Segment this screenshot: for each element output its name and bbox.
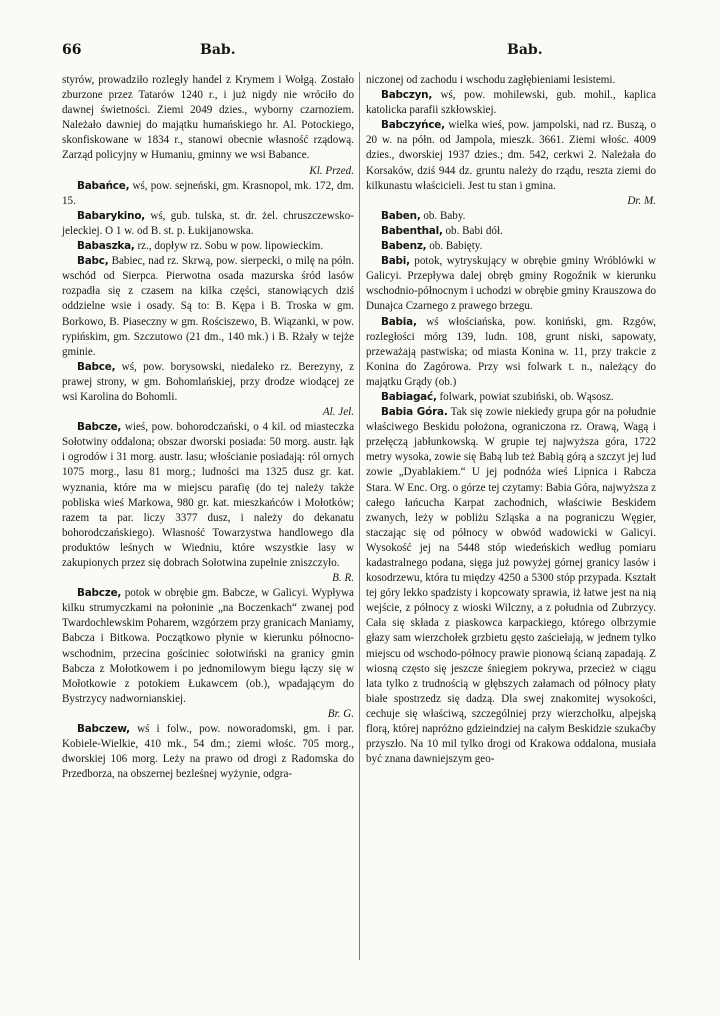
author-signature [62,164,354,179]
entry-text: wś, pow. borysowski, niedaleko rz. Berezyny, z prawej strony, w gm. Bohomlańskiej, przy drodze wiodącej ze wsi Karolina do Bohomli. [62,360,354,403]
dictionary-entry [366,390,656,405]
dictionary-entry [366,224,656,239]
entry-headword: Babcze, [77,587,122,600]
author-signature [366,194,656,209]
entry-headword: Babiagać, [381,390,437,403]
entry-headword: Babarykino, [77,209,146,222]
author-signature-text: Dr. M. [627,194,656,207]
left-column [62,73,354,782]
dictionary-entry [366,209,656,224]
dictionary-entry [366,254,656,314]
dictionary-entry [62,254,354,360]
entry-text: niczonej od zachodu i wschodu zagłębieniami lesistemi. [366,74,616,86]
right-column [366,73,656,767]
entry-headword: Babi, [381,255,410,268]
entry-headword: Babczyn, [381,89,433,102]
entry-headword: Babańce, [77,179,130,192]
dictionary-entry [366,118,656,193]
dictionary-entry [366,239,656,254]
author-signature [62,571,354,586]
entry-text: potok, wytryskujący w obrębie gminy Wróblówki w Galicyi. Przepływa dalej obręb gminy Rogoźnik w kierunku wschodnio-północnym i uchodzi w obrębie gminy Krauszowa do Dunajca Czarnego z prawego brzegu. [366,255,656,313]
entry-headword: Babaszka, [77,240,135,253]
dictionary-entry [62,722,354,782]
entry-headword: Babia Góra. [381,406,448,419]
author-signature-text: Kl. Przed. [309,164,354,177]
dictionary-entry [366,405,656,767]
entry-text: ob. Babi dół. [442,224,503,237]
entry-text: wś i folw., pow. noworadomski, gm. i par. Kobiele-Wielkie, 410 mk., 54 dm.; ziemi włośc. 705 morg., dworskiej 106 morg. Leży na prawo od drogi z Radomska do Przedborza, na obszernej bezleśnej wyżynie, odgra- [62,723,354,781]
dictionary-entry [62,586,354,707]
dictionary-entry [366,88,656,118]
entry-headword: Babcze, [77,421,122,434]
entry-headword: Babczyńce, [381,119,445,132]
dictionary-entry [366,315,656,390]
entry-headword: Babenz, [381,240,427,253]
entry-text: styrów, prowadziło rozległy handel z Krymem i Wołgą. Zostało zburzone przez Tatarów 1240 r., i już nigdy nie wróciło do dawnej świetności. Ziemi 2049 dzies., wyborny czarnoziem. Należało dawniej do majątku humańskiego hr. Al. Potockiego, skonfiskowane w 1834 r., stanowi obecnie własność rządową. Zarząd policyjny w Humaniu, gminny we wsi Babance. [62,74,354,162]
entry-text: wś, pow. mohilewski, gub. mohil., kaplica katolicka parafii szkłowskiej. [366,89,656,117]
entry-text: Babiec, nad rz. Skrwą, pow. sierpecki, o milę na półn. wschód od Sierpca. Pierwotna osada mazurska śród lasów rozpadła się z czasem na kilka części, stanowiących dziś oddzielne wsie i osady. Są to: B. Kępa i B. Troska w gm. Borkowo, B. Piaseczny w gm. Rościszewo, B. Wiązanki, w pow. rypińskim, gm. Szczutowo (21 dm., 140 mk.) i B. Rżały w tejże gminie. [62,255,354,358]
author-signature [62,405,354,420]
author-signature-text: B. R. [332,572,354,585]
dictionary-entry [62,179,354,209]
page-number: 66 [62,42,82,58]
entry-text: ob. Babięty. [426,240,483,253]
dictionary-entry [62,420,354,571]
author-signature [62,707,354,722]
entry-headword: Babc, [77,255,109,268]
author-signature-text: Al. Jel. [322,406,354,419]
entry-headword: Babce, [77,360,116,373]
author-signature-text: Br. G. [327,707,354,720]
entry-headword: Babczew, [77,723,130,736]
entry-headword: Babenthal, [381,224,443,237]
entry-text: wś, pow. sejneński, gm. Krasnopol, mk. 172, dm. 15. [62,179,354,207]
entry-text: potok w obrębie gm. Babcze, w Galicyi. Wypływa kilku strumyczkami na połoninie „na Boczenkach“ zwanej pod Twardochlewskim Poharem, wzgórzem przy granicach Maniamy, Babcza i Bitkowa. Początkowo płynie w kierunku północno-wschodnim, przecina gościniec sołotwiński na granicy gmin Babcza z Mołotkowem i po jednomilowym biegu łączy się w Mołotkowie z potokiem Łukawcem (ob.), wpadającym do Bystrzycy nadwornianskiej. [62,587,354,705]
entry-text: folwark, powiat szubiński, ob. Wąsosz. [436,390,614,403]
dictionary-entry [62,360,354,405]
entry-text: Tak się zowie niekiedy grupa gór na południe właściwego Beskidu położona, ograniczona rz. Orawą, Wagą i przełęczą jabłunkowską. W grupie tej najwyższa góra, 1722 metry wysoka, zowie się Babą lub też Babią górą a szczyt jej lud zowie „Dyablakiem.“ U jej podnóża wieś Lipnica i Rabcza Stara. W Enc. Org. o górze tej czytamy: Babia Góra, najwyższa z całego łańcucha Karpat zachodnich, właściwie Beskidem zwanych, leży w pobliżu Szląska a na pograniczu Węgier, staczając się od północy w obwód wadowicki w Galicyi. Wysokość jej na 5448 stóp wiedeńskich według pomiaru kadastralnego podana, sięga już powyżej górnej granicy lasów i kosodrzewu, która tu między 4250 a 5300 stóp przypada. Kształt tej góry lekko spadzisty i kopcowaty sprawia, iż łatwe jest na nią wejście, z północy z wioski Wilczny, a z południa od Zubrzycy. Cała się składa z piaskowca karpackiego, którego olbrzymie głazy sam wierzchołek grzbietu gęsto zaściełają, w jednem tylko miejscu od wschodo-północy prawie pionową ścianą zapadają. Z wiosną często się jeszcze śniegiem pokrywa, przecież w ciągu lata tylko z trudnością w głębszych załamach od północy płaty białe spostrzedz się dadzą. Dla swej znakomitej wysokości, cechuje się właściwą, szczególniej przy wierzchołku, alpejską florą, której napróżno gdzieindziej na całym Beskidzie szukaćby przyszło. Na 10 mil tylko drogi od Krakowa oddalona, musiała być znana dawniejszym geo- [366,406,656,766]
header-title-right: Bab. [507,42,543,58]
dictionary-entry [62,239,354,254]
entry-text: wś włościańska, pow. koniński, gm. Rzgów, rozległości mórg 139, ludn. 108, grunt niski, sapowaty, przeważają pastwiska; od miasta Konina w. 11, przy trakcie z Konina do Zagórowa. Przy wsi folwark t. n., należący do majątku Grądy (ob.) [366,315,656,388]
dictionary-entry [366,73,656,88]
dictionary-entry [62,73,354,164]
header-title-left: Bab. [200,42,236,58]
column-divider [359,72,360,960]
entry-text: wielka wieś, pow. jampolski, nad rz. Buszą, o 20 w. na półn. od Jampola, mieszk. 3661. Ziemi włośc. 4009 dzies., dworskiej 1937 dzies.; dm. 542, cerkwi 2. Należała do Korsaków, dziś 944 dz. gruntu należy do rządu, reszta ziemi do kilkunastu właścicieli. Jest tu stan i gmina. [366,119,656,192]
running-header [62,42,656,64]
entry-headword: Baben, [381,209,421,222]
entry-text: wieś, pow. bohorodczański, o 4 kil. od miasteczka Sołotwiny oddalona; obszar dworski posiada: 50 morg. austr. łąk i ogrodów i 31 morg. austr. lasu; włościanie posiadają: ról ornych 1075 morg., lasu 81 morg.; ludności ma 1325 dusz gr. kat. wyznania, które ma w miejscu parafię (do tej należy także pobliska wieś Markowa, 980 gr. kat. mieszkańców i Mołotków; razem ta par. liczy 3377 dusz, i należy do dekanatu bohorodczańskiego). Własność Towarzystwa handlowego dla produktów leśnych w Wiedniu, które wszystkie lasy w zakupionych przez się dobrach Sołotwina zupełnie zniszczyło. [62,421,354,569]
entry-text: wś, gub. tulska, st. dr. żel. chruszczewsko-jeleckiej. O 1 w. od B. st. p. Łukijanowska. [62,209,354,237]
entry-headword: Babia, [381,315,417,328]
dictionary-entry [62,209,354,239]
entry-text: ob. Baby. [420,209,466,222]
entry-text: rz., dopływ rz. Sobu w pow. lipowieckim. [134,240,324,253]
